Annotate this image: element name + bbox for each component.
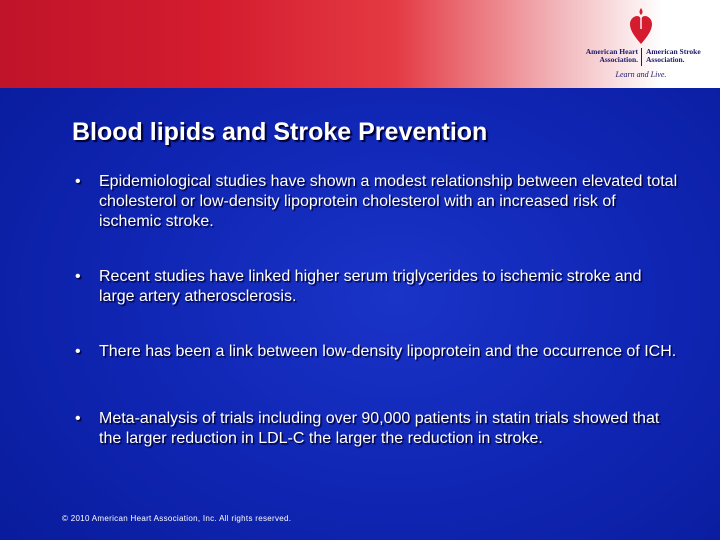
bullet-text: Recent studies have linked higher serum triglycerides to ischemic stroke and large artery atherosclerosis. xyxy=(99,268,642,305)
logo-tagline: Learn and Live. xyxy=(615,70,667,79)
bullet-item xyxy=(72,267,679,307)
bullet-glyph: • xyxy=(75,268,81,285)
logo-divider xyxy=(641,48,642,66)
aha-wordmark: American Heart Association. xyxy=(585,47,638,64)
bullet-item xyxy=(72,342,679,362)
bullet-item xyxy=(72,409,679,449)
bullet-text: There has been a link between low-density lipoprotein and the occurrence of ICH. xyxy=(99,343,677,360)
bullet-item xyxy=(72,172,679,232)
bullet-glyph: • xyxy=(75,410,81,427)
slide-title: Blood lipids and Stroke Prevention xyxy=(72,118,488,146)
aha-asa-logo xyxy=(566,8,716,84)
heart-torch-icon xyxy=(630,8,652,44)
bullet-text: Meta-analysis of trials including over 90,000 patients in statin trials showed that the larger reduction in LDL-C the larger the reduction in stroke. xyxy=(99,410,660,447)
bullet-glyph: • xyxy=(75,343,81,360)
bullet-text: Epidemiological studies have shown a modest relationship between elevated total cholesterol or low-density lipoprotein cholesterol with an increased risk of ischemic stroke. xyxy=(99,173,678,230)
asa-wordmark: American Stroke Association. xyxy=(646,47,701,64)
bullet-glyph: • xyxy=(75,173,81,190)
copyright-footer: © 2010 American Heart Association, Inc. All rights reserved. xyxy=(62,514,292,523)
